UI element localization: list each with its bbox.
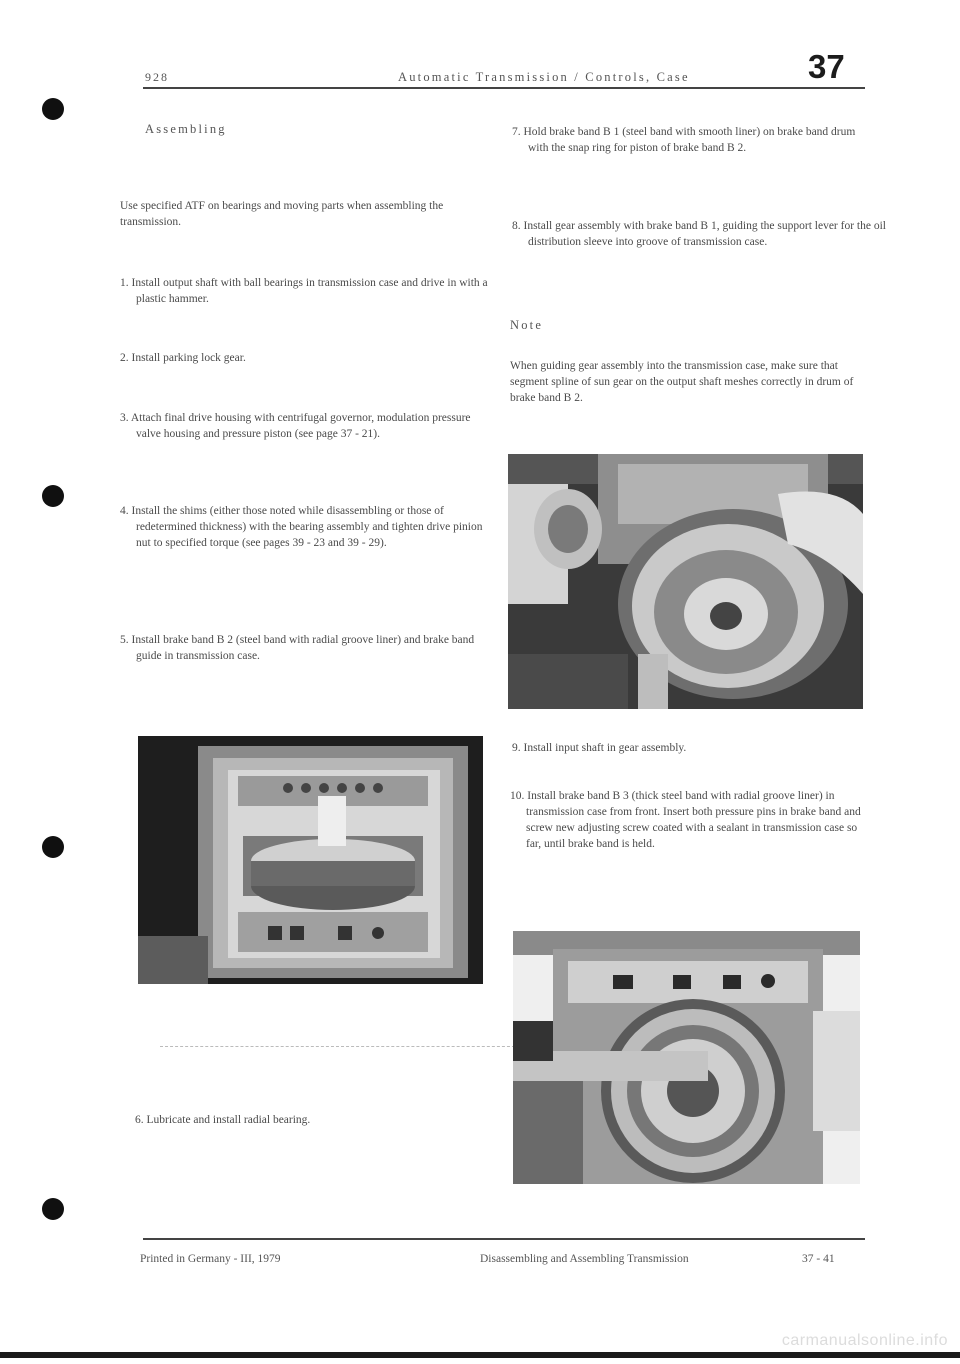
step-2: 2. Install parking lock gear. bbox=[120, 352, 246, 364]
note-heading: Note bbox=[510, 318, 544, 332]
step-7: 7. Hold brake band B 1 (steel band with smooth liner) on brake band drum with the snap ring for piston of brake band B 2. bbox=[512, 126, 856, 154]
bottom-scan-bar bbox=[0, 1352, 960, 1358]
step-6: 6. Lubricate and install radial bearing. bbox=[135, 1114, 311, 1126]
watermark: carmanualsonline.info bbox=[781, 1332, 948, 1349]
intro-text: Use specified ATF on bearings and moving parts when assembling the transmission. bbox=[120, 200, 444, 228]
header-group-number: 37 bbox=[808, 48, 845, 85]
photo-transmission-case-interior bbox=[138, 736, 483, 984]
punch-hole-4 bbox=[42, 1198, 64, 1220]
punch-hole-1 bbox=[42, 98, 64, 120]
photo-gear-assembly-installation bbox=[508, 454, 863, 709]
footer-section-title: Disassembling and Assembling Transmission bbox=[480, 1253, 689, 1265]
punch-hole-3 bbox=[42, 836, 64, 858]
section-heading: Assembling bbox=[145, 122, 227, 136]
step-5: 5. Install brake band B 2 (steel band with radial groove liner) and brake band guide in transmission case. bbox=[120, 634, 475, 662]
step-10: 10. Install brake band B 3 (thick steel band with radial groove liner) in transmission case from front. Insert both pressure pins in brake band and screw new adjusting screw coated with a sealant in transmission case so far, until brake band is held. bbox=[510, 790, 861, 850]
divider-dashes bbox=[160, 1046, 520, 1048]
step-8: 8. Install gear assembly with brake band B 1, guiding the support lever for the oil distribution sleeve into groove of transmission case. bbox=[512, 220, 886, 248]
punch-hole-2 bbox=[42, 485, 64, 507]
photo-brake-band-b3-installed bbox=[513, 931, 860, 1184]
step-9: 9. Install input shaft in gear assembly. bbox=[512, 742, 687, 754]
header-model: 928 bbox=[145, 70, 169, 84]
step-1: 1. Install output shaft with ball bearings in transmission case and drive in with a plastic hammer. bbox=[120, 277, 488, 305]
step-4: 4. Install the shims (either those noted while disassembling or those of redetermined thickness) with the bearing assembly and tighten drive pinion nut to specified torque (see pages 39 - 23 and 39 - 29). bbox=[120, 505, 483, 549]
footer-rule bbox=[143, 1238, 865, 1240]
footer-printed: Printed in Germany - III, 1979 bbox=[140, 1253, 281, 1265]
note-text: When guiding gear assembly into the transmission case, make sure that segment spline of sun gear on the output shaft meshes correctly in drum of brake band B 2. bbox=[510, 360, 854, 404]
header-rule bbox=[143, 87, 865, 89]
footer-page-number: 37 - 41 bbox=[802, 1253, 835, 1265]
header-title: Automatic Transmission / Controls, Case bbox=[398, 70, 690, 84]
step-3: 3. Attach final drive housing with centrifugal governor, modulation pressure valve housing and pressure piston (see page 37 - 21). bbox=[120, 412, 471, 440]
